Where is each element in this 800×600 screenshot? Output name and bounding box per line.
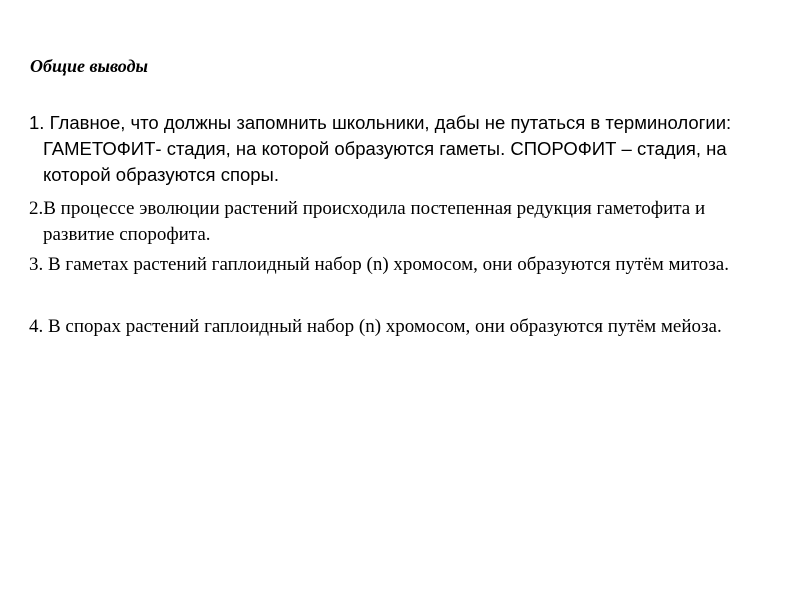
slide-title: Общие выводы (30, 56, 148, 76)
conclusion-point-2: 2.В процессе эволюции растений происходила постепенная редукция гаметофита и развитие спорофита. (29, 198, 706, 245)
conclusion-point-3: 3. В гаметах растений гаплоидный набор (n) хромосом, они образуются путём митоза. (29, 254, 729, 275)
conclusion-point-4: 4. В спорах растений гаплоидный набор (n) хромосом, они образуются путём мейоза. (29, 316, 722, 337)
conclusion-point-1: 1. Главное, что должны запомнить школьники, дабы не путаться в терминологии: ГАМЕТОФИТ- стадия, на которой образуются гаметы. СПОРОФИТ – стадия, на которой образуются споры. (29, 112, 732, 185)
